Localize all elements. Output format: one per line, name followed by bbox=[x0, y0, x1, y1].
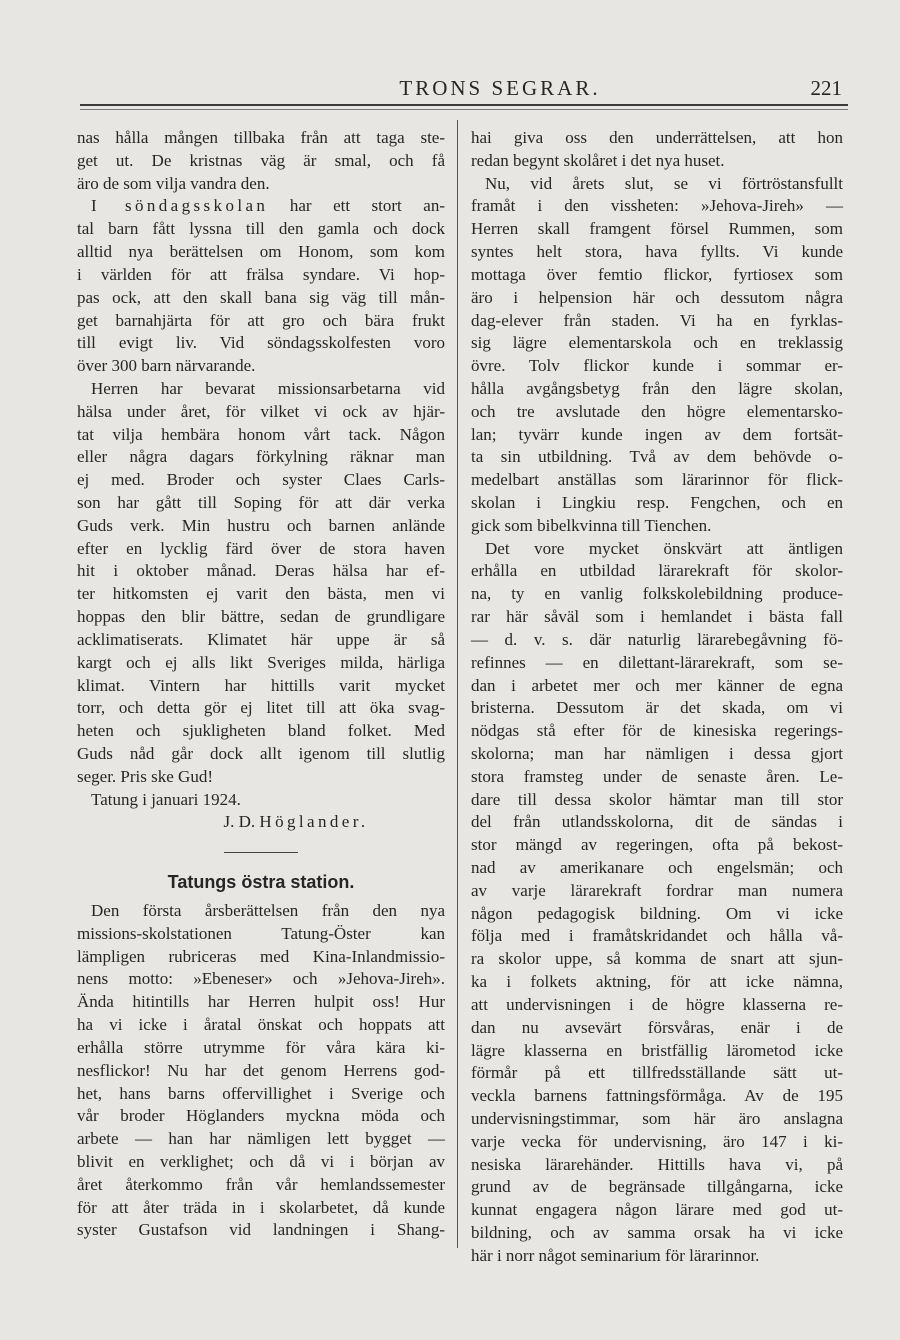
text-line: ta sin utbildning. Två av dem behövde o- bbox=[471, 447, 843, 467]
text-line: missions-skolstationen Tatung-Öster kan bbox=[77, 923, 445, 943]
text-line: mottaga över femtio flickor, fyrtiosex som bbox=[471, 264, 843, 284]
text-line: nesiska lärarehänder. Hittills hava vi, på bbox=[471, 1154, 843, 1174]
text-line: hit i oktober månad. Deras hälsa har ef- bbox=[77, 561, 445, 581]
text-line: Nu, vid årets slut, se vi förtröstansfullt bbox=[485, 173, 843, 193]
text-line: ha vi icke i åratal önskat och hoppats att bbox=[77, 1015, 445, 1035]
text-line: till evigt liv. Vid söndagsskolfesten voro bbox=[77, 333, 445, 353]
text-line: övre. Tolv flickor kunde i sommar er- bbox=[471, 356, 843, 376]
text-line: tat vilja hembära honom vårt tack. Någon bbox=[77, 424, 445, 444]
text-line: nad av amerikanare och engelsmän; och bbox=[471, 858, 843, 877]
section-heading: Tatungs östra station. bbox=[167, 872, 355, 893]
text-line: stora framsteg under de senaste åren. Le- bbox=[471, 766, 843, 786]
text-line: här i norr något seminarium för lärarinnor. bbox=[471, 1245, 760, 1265]
text-line: get ut. De kristnas väg är smal, och få bbox=[77, 150, 445, 170]
text-line: alltid nya berättelsen om Honom, som kom bbox=[77, 242, 445, 262]
text-line: del från utlandsskolorna, dit de sändas i bbox=[471, 812, 843, 832]
text-line: hålla avgångsbetyg från den lägre skolan, bbox=[471, 378, 843, 398]
text-line: redan begynt skolåret i det nya huset. bbox=[471, 150, 725, 170]
text-line: dare till dessa skolor hämtar man till stor bbox=[471, 789, 843, 809]
text-line: någon pedagogisk bildning. Om vi icke bbox=[471, 903, 843, 923]
text-fragment: har ett stort an- bbox=[268, 196, 445, 216]
text-line: varje vecka för undervisning, äro 147 i ki- bbox=[471, 1131, 843, 1151]
text-line: skolan i Lingkiu resp. Fengchen, och en bbox=[471, 493, 843, 512]
text-line: lan; tyvärr kunde ingen av dem fortsät- bbox=[471, 424, 843, 444]
paragraph bbox=[77, 127, 445, 195]
text-line: nens motto: »Ebeneser» och »Jehova-Jireh». bbox=[77, 969, 445, 989]
section-divider bbox=[224, 852, 298, 853]
text-line: över 300 barn närvarande. bbox=[77, 356, 256, 376]
text-line: kunnat engagera någon lärare med god ut- bbox=[471, 1200, 843, 1220]
text-line: Det vore mycket önskvärt att äntligen bbox=[485, 538, 843, 558]
text-line: lägre klasserna en bristfällig lärometod icke bbox=[471, 1040, 843, 1060]
text-line: hai giva oss den underrättelsen, att hon bbox=[471, 128, 843, 147]
text-line: medelbart anställas som lärarinnor för flick- bbox=[471, 470, 843, 490]
text-line: äro i helpension här och dessutom några bbox=[471, 287, 843, 307]
text-line: klimat. Vintern har hittills varit mycket bbox=[77, 675, 445, 695]
text-line: lämpligen rubriceras med Kina-Inlandmissio- bbox=[77, 946, 445, 966]
text-line: kargt och ej alls likt Sveriges milda, härliga bbox=[77, 652, 445, 672]
right-column bbox=[471, 127, 843, 1268]
signature-initials: J. D. bbox=[223, 812, 256, 832]
text-line: förmår på ett tillfredsställande sätt ut- bbox=[471, 1063, 843, 1083]
text-line: nödgas stå efter för de kinesiska regerings- bbox=[471, 721, 843, 741]
text-line: syntes helt stora, hava fyllts. Vi kunde bbox=[471, 242, 843, 262]
text-line: av varje lärarekraft fordrar man numera bbox=[471, 880, 843, 900]
text-line: vår broder Höglanders myckna möda och bbox=[77, 1106, 445, 1126]
paragraph bbox=[471, 127, 843, 173]
text-line: refinnes — en dilettant-lärarekraft, som se- bbox=[471, 652, 843, 672]
text-line: erhålla en utbildad lärarekraft för skolor- bbox=[471, 561, 843, 581]
text-line: och tre avslutade den högre elementarsko- bbox=[471, 401, 843, 421]
paragraph bbox=[471, 538, 843, 1268]
text-line: dan nu avsevärt försvåras, enär i de bbox=[471, 1017, 843, 1037]
running-title: TRONS SEGRAR. bbox=[399, 76, 601, 100]
text-line: ter hitkomsten ej varit den bästa, men vi bbox=[77, 584, 445, 604]
text-line: — d. v. s. där naturlig lärarebegåvning fö- bbox=[471, 629, 843, 649]
text-line bbox=[77, 195, 445, 218]
text-line: hälsa under året, för vilket vi ock av hjär- bbox=[77, 401, 445, 421]
paragraph bbox=[77, 195, 445, 378]
header-rule bbox=[80, 104, 848, 106]
running-head bbox=[80, 76, 848, 104]
text-line: heten och sjukligheten bland folket. Med bbox=[77, 721, 445, 741]
dateline: Tatung i januari 1924. bbox=[91, 789, 241, 809]
paragraph bbox=[77, 378, 445, 789]
text-line: Guds nåd går dock allt igenom till slutlig bbox=[77, 743, 445, 763]
text-line: arbete — han har nämligen lett bygget — bbox=[77, 1129, 445, 1149]
paragraph bbox=[77, 900, 445, 1242]
text-line: blivit en verklighet; och då vi i början av bbox=[77, 1151, 445, 1171]
text-line: Guds verk. Min hustru och barnen anlände bbox=[77, 515, 445, 535]
text-line: framåt i den vissheten: »Jehova-Jireh» — bbox=[471, 196, 843, 216]
left-column bbox=[77, 127, 445, 1242]
paragraph bbox=[471, 173, 843, 538]
text-line: torr, och detta gör ej litet till att öka svag- bbox=[77, 698, 445, 718]
page-number: 221 bbox=[810, 76, 842, 100]
text-line: rar här såväl som i hemlandet i bästa fall bbox=[471, 607, 843, 627]
text-line: i världen för att frälsa syndare. Vi hop- bbox=[77, 264, 445, 284]
text-line: son har gått till Soping för att där verka bbox=[77, 493, 445, 512]
text-line: skolorna; man har nämligen i dessa gjort bbox=[471, 743, 843, 763]
signature bbox=[77, 811, 445, 834]
text-line: gick som bibelkvinna till Tienchen. bbox=[471, 515, 712, 535]
text-line: veckla barnens fattningsförmåga. Av de 195 bbox=[471, 1086, 843, 1106]
text-line: seger. Pris ske Gud! bbox=[77, 766, 213, 786]
text-line: eller några dagars förkylning räknar man bbox=[77, 447, 445, 467]
text-line: syster Gustafson vid landningen i Shang- bbox=[77, 1220, 445, 1240]
signature-name: Höglander. bbox=[259, 812, 369, 832]
text-line: acklimatiserats. Klimatet här uppe är så bbox=[77, 629, 445, 649]
text-line: Herren har bevarat missionsarbetarna vid bbox=[91, 378, 445, 398]
text-line: bildning, och av samma orsak ha vi icke bbox=[471, 1223, 843, 1242]
text-line: nesflickor! Nu har det genom Herrens god- bbox=[77, 1060, 445, 1080]
text-line: pas ock, att den skall bana sig väg till mån- bbox=[77, 287, 445, 307]
text-line: följa med i framåtskridandet och hålla vå- bbox=[471, 926, 843, 946]
spaced-emphasis: I söndagsskolan bbox=[91, 196, 269, 216]
text-line: för att åter träda in i skolarbetet, då kunde bbox=[77, 1197, 445, 1217]
text-line: erhålla större utrymme för våra kära ki- bbox=[77, 1037, 445, 1057]
text-line: sig lägre elementarskola och en treklassig bbox=[471, 333, 843, 353]
text-line: tal barn fått lyssna till den gamla och dock bbox=[77, 219, 445, 239]
text-line: dag-elever från staden. Vi ha en fyrklas- bbox=[471, 310, 843, 330]
text-line: Den första årsberättelsen från den nya bbox=[91, 901, 445, 920]
column-divider bbox=[457, 120, 458, 1248]
text-line: bristerna. Dessutom är det skada, om vi bbox=[471, 698, 843, 718]
text-line: ra skolor uppe, så komma de snart att sjun- bbox=[471, 949, 843, 969]
text-line: efter en lycklig färd över de stora haven bbox=[77, 538, 445, 558]
text-line: ka i folkets aktning, för att icke nämna, bbox=[471, 972, 843, 992]
text-line: året återkommo från vår hemlandssemester bbox=[77, 1174, 445, 1194]
text-line: stor mängd av regeringen, ofta på bekost- bbox=[471, 835, 843, 855]
text-line: Ända hitintills har Herren hulpit oss! Hur bbox=[77, 992, 445, 1012]
header-rule-thin bbox=[80, 109, 848, 110]
text-line: grund av de begränsade tillgångarna, icke bbox=[471, 1177, 843, 1197]
text-line: get barnahjärta för att gro och bära frukt bbox=[77, 310, 445, 330]
text-line: Herren skall framgent försel Rummen, som bbox=[471, 219, 843, 239]
text-line: het, hans barns offervillighet i Sverige och bbox=[77, 1083, 445, 1103]
text-line: att undervisningen i de högre klasserna re- bbox=[471, 994, 843, 1014]
text-line: undervisningstimmar, som här äro anslagna bbox=[471, 1108, 843, 1128]
text-line: hoppas den blir bättre, sedan de grundligare bbox=[77, 607, 445, 627]
text-line: na, ty en vanlig folkskolebildning produce- bbox=[471, 584, 843, 604]
text-line: äro de som vilja vandra den. bbox=[77, 173, 270, 193]
text-line: dan i arbetet mer och mer känner de egna bbox=[471, 675, 843, 695]
text-line: ej med. Broder och syster Claes Carls- bbox=[77, 470, 445, 490]
text-line: nas hålla mången tillbaka från att taga ste- bbox=[77, 128, 445, 147]
